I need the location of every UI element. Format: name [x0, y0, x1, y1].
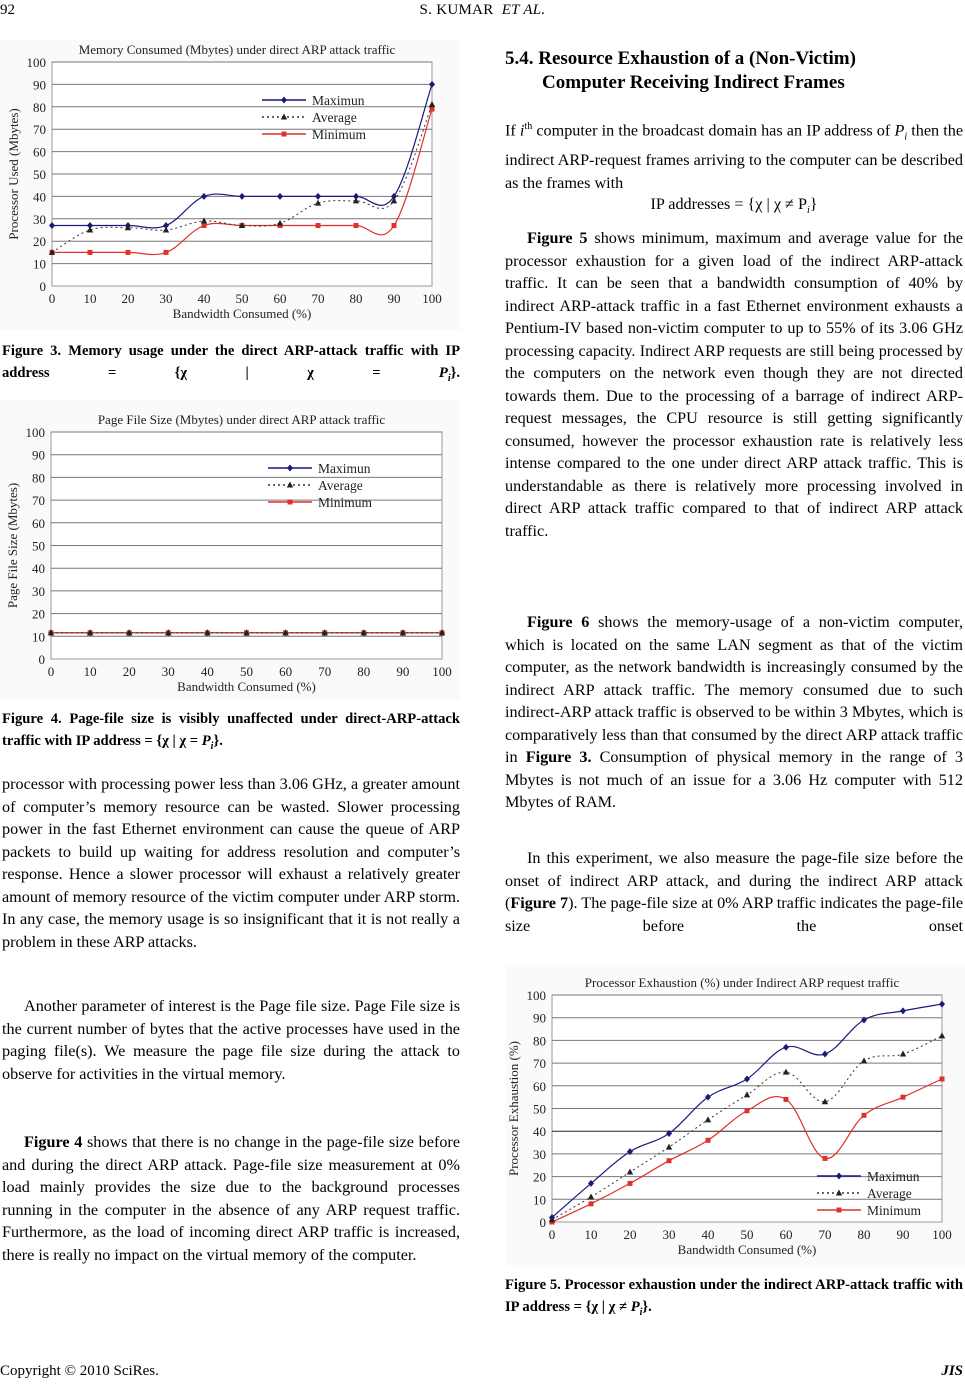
svg-text:20: 20 [533, 1169, 546, 1185]
figure-5-caption [505, 1274, 963, 1324]
svg-text:10: 10 [83, 664, 97, 679]
svg-text:Average: Average [312, 110, 357, 125]
intro-i: i [519, 121, 525, 140]
svg-text:20: 20 [623, 1227, 637, 1242]
chart-title: Page File Size (Mbytes) under direct ARP attack traffic [97, 412, 386, 427]
svg-text:50: 50 [235, 291, 249, 306]
figure-3-chart [0, 40, 460, 330]
svg-text:Bandwidth Consumed (%): Bandwidth Consumed (%) [177, 679, 316, 694]
svg-text:20: 20 [121, 291, 135, 306]
svg-text:10: 10 [32, 629, 45, 645]
svg-text:80: 80 [857, 1227, 871, 1242]
chart-title: Processor Exhaustion (%) under Indirect ARP request traffic [584, 975, 900, 990]
svg-text:Maximun: Maximun [318, 461, 371, 476]
svg-text:40: 40 [197, 291, 211, 306]
left-paragraph-2-text: Another parameter of interest is the Page file size. Page File size is the current number of bytes that the active processes have used in the paging file(s). We measure the page file size during the attack to observe for activities in the virtual memory. [2, 997, 460, 1083]
intro-p-sub: i [904, 131, 908, 143]
svg-text:80: 80 [33, 99, 46, 115]
svg-text:Maximun: Maximun [312, 93, 365, 108]
svg-text:Bandwidth Consumed (%): Bandwidth Consumed (%) [172, 306, 312, 321]
equation-text: IP addresses = {χ | χ ≠ P [650, 195, 807, 213]
left-paragraph-3-text: shows that there is no change in the page-file size before and during the direct ARP attack. Page-file size measurement at 0% load mainly provides the size due to the background processes running in the computer in the absence of any ARP request traffic. Furthermore, as the load of incoming direct ARP traffic is increased, there is really no impact on the virtual memory of the computer. [2, 1133, 461, 1264]
svg-text:60: 60 [779, 1227, 793, 1242]
right-paragraph-2-text-a: shows the memory-usage of a non-victim computer, which is located on the same LAN segment as that of the victim computer, as the network bandwidth is increasingly consumed by the indirect ARP attack traffic. The memory consumed due to such indirect-ARP attack traffic is observed to be within 3 Mbytes, which is comparatively less than that consumed by the direct ARP attack traffic in [505, 613, 964, 766]
section-title-line-2: Computer Receiving Indirect Frames [542, 72, 845, 93]
svg-text:0: 0 [38, 652, 45, 667]
chart-title: Memory Consumed (Mbytes) under direct ARP attack traffic [78, 42, 396, 57]
section-number: 5.4. [505, 48, 534, 69]
svg-text:0: 0 [548, 1227, 556, 1242]
journal-abbrev: JIS [941, 1363, 963, 1379]
svg-text:60: 60 [273, 291, 287, 306]
svg-text:100: 100 [432, 664, 452, 679]
svg-text:80: 80 [32, 470, 45, 486]
right-paragraph-2 [505, 611, 963, 814]
figure-4-caption [2, 708, 460, 758]
svg-text:10: 10 [83, 291, 97, 306]
svg-text:70: 70 [533, 1056, 546, 1072]
svg-text:90: 90 [896, 1227, 910, 1242]
intro-rest: then the indirect ARP-request frames arriving to the computer can be described as the frames with [505, 121, 964, 192]
figure-6-reference: Figure 6 [527, 613, 590, 631]
figure-3-caption-text: Figure 3. Memory usage under the direct ARP-attack traffic with IP address = {χ | $\chi = P_i$}. [2, 343, 460, 384]
intro-text: computer in the broadcast domain has an IP address of [536, 121, 891, 140]
svg-text:20: 20 [33, 234, 46, 250]
svg-text:Average: Average [318, 478, 363, 493]
svg-text:70: 70 [818, 1227, 832, 1242]
figure-4-reference: Figure 4 [24, 1133, 83, 1151]
svg-text:20: 20 [32, 606, 45, 622]
svg-text:50: 50 [240, 664, 253, 679]
svg-text:0: 0 [39, 279, 46, 294]
svg-text:90: 90 [533, 1010, 546, 1026]
svg-text:60: 60 [32, 515, 45, 531]
right-paragraph-3 [505, 847, 963, 937]
left-paragraph-1: processor with processing power less than 3.06 GHz, a greater amount of computer’s memory resource can be wasted. Slower processing power in the fast Ethernet environment can cause the queue of ARP packets to build up waiting for address resolution and computer’s response. Hence a slower processor will exhaust a relatively greater amount of memory resource of the victim computer under ARP storm. In any case, the memory usage is so insignificant that it is not really a problem in these ARP attacks. [2, 775, 460, 951]
right-intro-paragraph [505, 116, 963, 194]
right-paragraph-1-text: shows minimum, maximum and average value for the processor exhaustion for a given load of the indirect ARP-attack traffic. It can be seen that a bandwidth consumption of 40% by indirect ARP-attack traffic in a fast Ethernet environment exhausts a Pentium-IV based non-victim computer to up to 55% of its 3.06 GHz processing capacity. Indirect ARP requests are still being processed by the computers on the network even though they are not directed towards them. Due to the processing of a barrage of indirect ARP-request messages, the CPU resource is still getting significantly consumed, however the processor exhaustion rate is relatively less intense compared to the one under direct ARP attack traffic. This is understandable as there is relatively more processing involved in direct ARP attack traffic compared to that of indirect ARP attack traffic. [505, 229, 963, 540]
svg-text:40: 40 [701, 1227, 715, 1242]
svg-text:90: 90 [33, 77, 46, 93]
svg-text:80: 80 [357, 664, 371, 679]
chart-legend [262, 93, 367, 142]
svg-text:0: 0 [539, 1215, 546, 1230]
svg-text:60: 60 [533, 1078, 546, 1094]
copyright-footer: Copyright © 2010 SciRes. [0, 1363, 159, 1379]
svg-text:70: 70 [318, 664, 332, 679]
svg-text:50: 50 [33, 167, 46, 182]
svg-text:50: 50 [32, 538, 45, 554]
svg-text:100: 100 [932, 1227, 952, 1242]
svg-text:40: 40 [32, 561, 45, 577]
right-paragraph-1 [505, 227, 963, 542]
svg-text:70: 70 [33, 122, 46, 138]
right-paragraph-3-text-b: ). The page-file size at 0% ARP traffic indicates the page-file size before the onset [505, 894, 963, 935]
intro-p: P [894, 121, 905, 140]
running-title [0, 2, 965, 19]
svg-text:Page File Size (Mbytes): Page File Size (Mbytes) [5, 482, 20, 609]
chart-legend [268, 461, 373, 510]
section-title-line-1: Resource Exhaustion of a (Non-Victim) [538, 48, 856, 69]
svg-text:Minimum: Minimum [312, 127, 367, 142]
svg-text:Minimum: Minimum [867, 1203, 922, 1218]
svg-text:20: 20 [122, 664, 136, 679]
svg-text:30: 30 [32, 583, 45, 599]
svg-text:Bandwidth Consumed (%): Bandwidth Consumed (%) [677, 1242, 817, 1257]
svg-text:Average: Average [867, 1186, 912, 1201]
fig4-svg [0, 400, 460, 700]
svg-text:30: 30 [662, 1227, 676, 1242]
svg-text:100: 100 [526, 988, 546, 1003]
svg-text:100: 100 [422, 291, 442, 306]
figure-4-chart [0, 400, 460, 700]
fig5-svg [505, 965, 965, 1265]
svg-text:0: 0 [48, 291, 56, 306]
svg-text:80: 80 [533, 1033, 546, 1049]
svg-text:90: 90 [32, 447, 45, 463]
svg-text:80: 80 [349, 291, 363, 306]
intro-if: If [505, 121, 516, 140]
svg-text:0: 0 [47, 664, 55, 679]
svg-text:30: 30 [161, 664, 175, 679]
right-paragraph-3-text-a: In this experiment, we also measure the page-file size before the onset of indirect ARP attack, and during the indirect ARP attack ( [505, 849, 963, 912]
svg-text:40: 40 [200, 664, 214, 679]
svg-text:70: 70 [32, 493, 45, 509]
svg-text:100: 100 [25, 425, 45, 440]
svg-text:10: 10 [33, 256, 46, 272]
ip-address-equation [505, 195, 963, 216]
svg-text:50: 50 [740, 1227, 754, 1242]
svg-text:90: 90 [387, 291, 401, 306]
chart-legend [817, 1169, 922, 1218]
figure-3-reference: Figure 3. [525, 748, 592, 766]
right-paragraph-2-text-b: Consumption of physical memory in the range of 3 Mbytes is not much of an issue for a 3.06 Hz computer with 512 Mbytes of RAM. [505, 748, 963, 811]
svg-text:Maximun: Maximun [867, 1169, 920, 1184]
equation-sub: i [807, 205, 810, 217]
svg-text:Minimum: Minimum [318, 495, 373, 510]
svg-text:30: 30 [159, 291, 173, 306]
svg-text:10: 10 [584, 1227, 598, 1242]
figure-5-caption-text: Figure 5. Processor exhaustion under the indirect ARP-attack traffic with IP address = {χ | $\chi \ne P_i$}. [505, 1277, 963, 1318]
figure-5-reference: Figure 5 [527, 229, 588, 247]
figure-4-caption-text: Figure 4. Page-file size is visibly unaffected under direct-ARP-attack traffic with IP address = {χ | $\chi = P_i$}. [2, 711, 460, 752]
svg-text:40: 40 [533, 1124, 546, 1140]
svg-text:100: 100 [26, 55, 46, 70]
figure-7-reference: Figure 7 [510, 894, 569, 912]
figure-3-caption [2, 340, 460, 390]
figure-5-chart [505, 965, 965, 1265]
svg-text:Processor Exhaustion (%): Processor Exhaustion (%) [506, 1040, 521, 1177]
left-paragraph-3 [2, 1131, 460, 1266]
svg-text:50: 50 [533, 1101, 546, 1117]
svg-text:60: 60 [279, 664, 293, 679]
running-title-etal: ET AL. [501, 2, 546, 18]
svg-text:Processor Used (Mbytes): Processor Used (Mbytes) [6, 108, 21, 240]
fig3-svg [0, 40, 460, 330]
svg-text:60: 60 [33, 144, 46, 160]
svg-text:30: 30 [33, 211, 46, 227]
intro-th: th [524, 121, 533, 132]
svg-text:40: 40 [33, 189, 46, 205]
svg-text:90: 90 [396, 664, 410, 679]
svg-text:70: 70 [311, 291, 325, 306]
svg-text:10: 10 [533, 1192, 546, 1208]
page-number: 92 [0, 2, 15, 18]
section-heading [505, 47, 960, 95]
running-title-author: S. KUMAR [419, 2, 494, 18]
left-paragraph-2 [2, 995, 460, 1085]
svg-text:30: 30 [533, 1146, 546, 1162]
equation-end: } [809, 195, 818, 213]
